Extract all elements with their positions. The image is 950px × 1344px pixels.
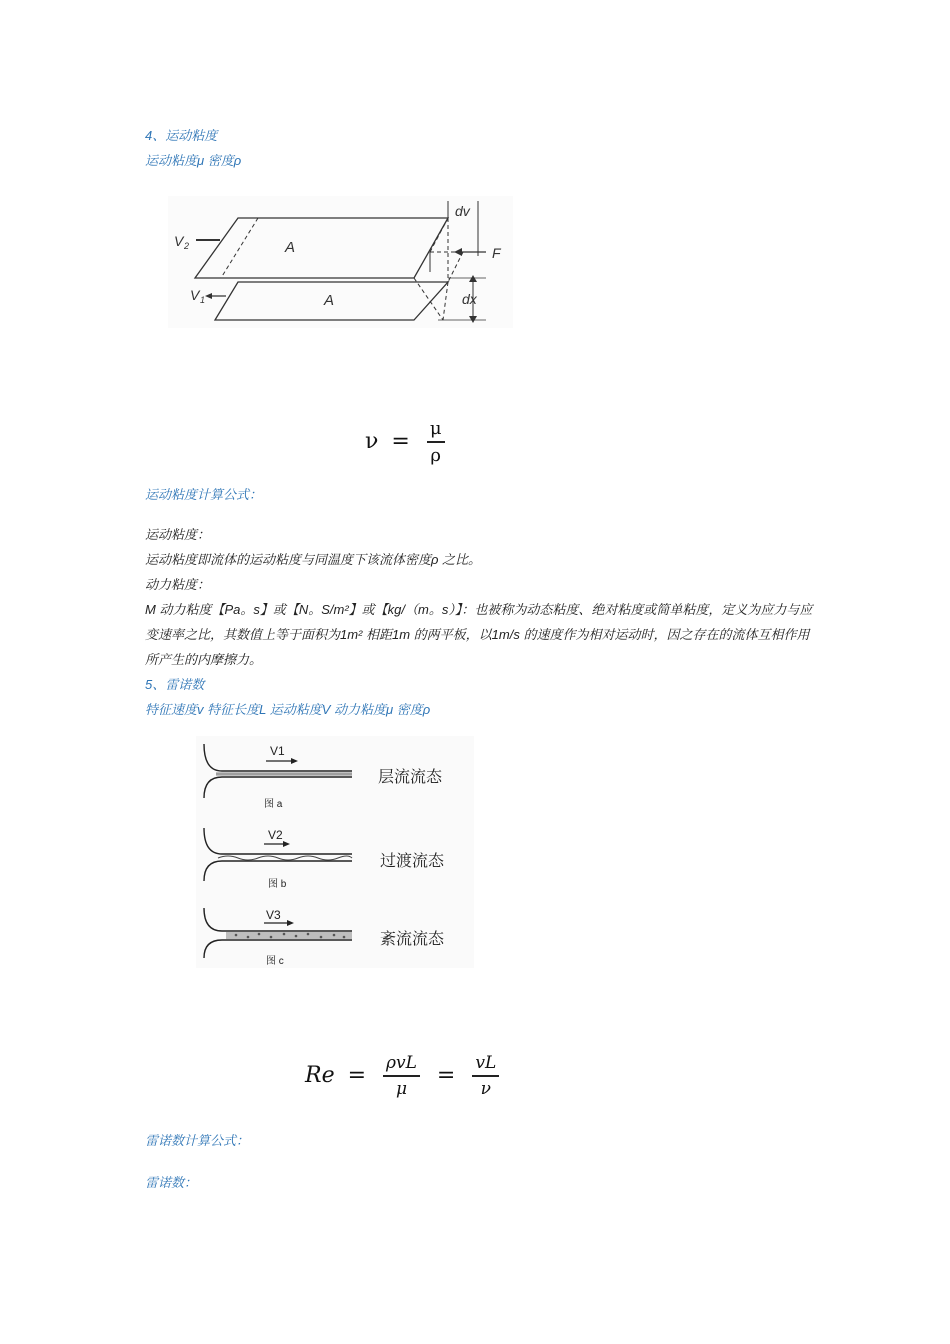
viscosity-plates-figure (168, 196, 513, 328)
flow-a-caption: 图 a (264, 799, 283, 810)
label-v2-subscript: 2 (184, 241, 190, 251)
dynamic-viscosity-title: 动力粘度： (145, 577, 211, 592)
reynolds-equals-1: = (347, 1062, 367, 1088)
flow-c-state: 紊流流态 (380, 931, 445, 948)
formula-numerator: μ (429, 418, 442, 439)
section-4-variables: 运动粘度μ 密度ρ (145, 153, 242, 168)
section-5-variables: 特征速度v 特征长度L 运动粘度V 动力粘度μ 密度ρ (145, 702, 431, 717)
reynolds-number-formula (305, 1053, 503, 1099)
kinematic-viscosity-description: 运动粘度即流体的运动粘度与同温度下该流体密度ρ 之比。 (145, 552, 482, 567)
label-dx: dx (462, 291, 477, 307)
formula-denominator: ρ (430, 444, 441, 466)
reynolds-number-title: 雷诺数： (145, 1175, 198, 1190)
section-5-heading: 5、雷诺数 (145, 677, 205, 692)
flow-b-state: 过渡流态 (380, 853, 445, 870)
kinematic-viscosity-formula (365, 418, 449, 466)
reynolds-numerator-1: ρvL (386, 1053, 417, 1073)
label-area-top: A (285, 239, 296, 256)
section-4-heading: 4、运动粘度 (145, 128, 218, 143)
formula-equals: = (391, 428, 410, 454)
kinematic-viscosity-title: 运动粘度： (145, 527, 211, 542)
reynolds-lhs: Re (305, 1062, 335, 1088)
reynolds-equals-2: = (436, 1062, 456, 1088)
reynolds-numerator-2: vL (475, 1053, 497, 1073)
flow-b-caption: 图 b (268, 879, 287, 890)
formula-lhs: ν (365, 428, 379, 454)
flow-a-state: 层流流态 (378, 769, 443, 786)
reynolds-denominator-2: ν (480, 1078, 491, 1099)
label-v1-subscript: 1 (200, 295, 206, 305)
flow-c-caption: 图 c (266, 956, 284, 967)
reynolds-denominator-1: μ (395, 1078, 407, 1099)
label-v1: V (190, 287, 200, 303)
flow-regime-figure (196, 736, 474, 968)
label-dv: dv (455, 203, 470, 219)
reynolds-formula-caption: 雷诺数计算公式： (145, 1133, 250, 1148)
flow-b-velocity: V2 (268, 828, 283, 842)
dynamic-viscosity-description: M 动力粘度【Pa。s】或【N。S/m²】或【kg/（m。s）】：也被称为动态粘度、绝对粘度或简单粘度，定义为应力与应变速率之比，其数值上等于面积为1m² 相距1m 的两平板，以1m/s 的速度作为相对运动时，因之存在的流体互相作用所产生的内摩擦力。 (145, 602, 813, 667)
label-area-bottom: A (324, 292, 335, 309)
label-v2: V (174, 233, 184, 249)
flow-a-velocity: V1 (270, 744, 285, 758)
label-force: F (492, 245, 501, 261)
flow-c-velocity: V3 (266, 908, 281, 922)
kinematic-formula-caption: 运动粘度计算公式： (145, 487, 263, 502)
